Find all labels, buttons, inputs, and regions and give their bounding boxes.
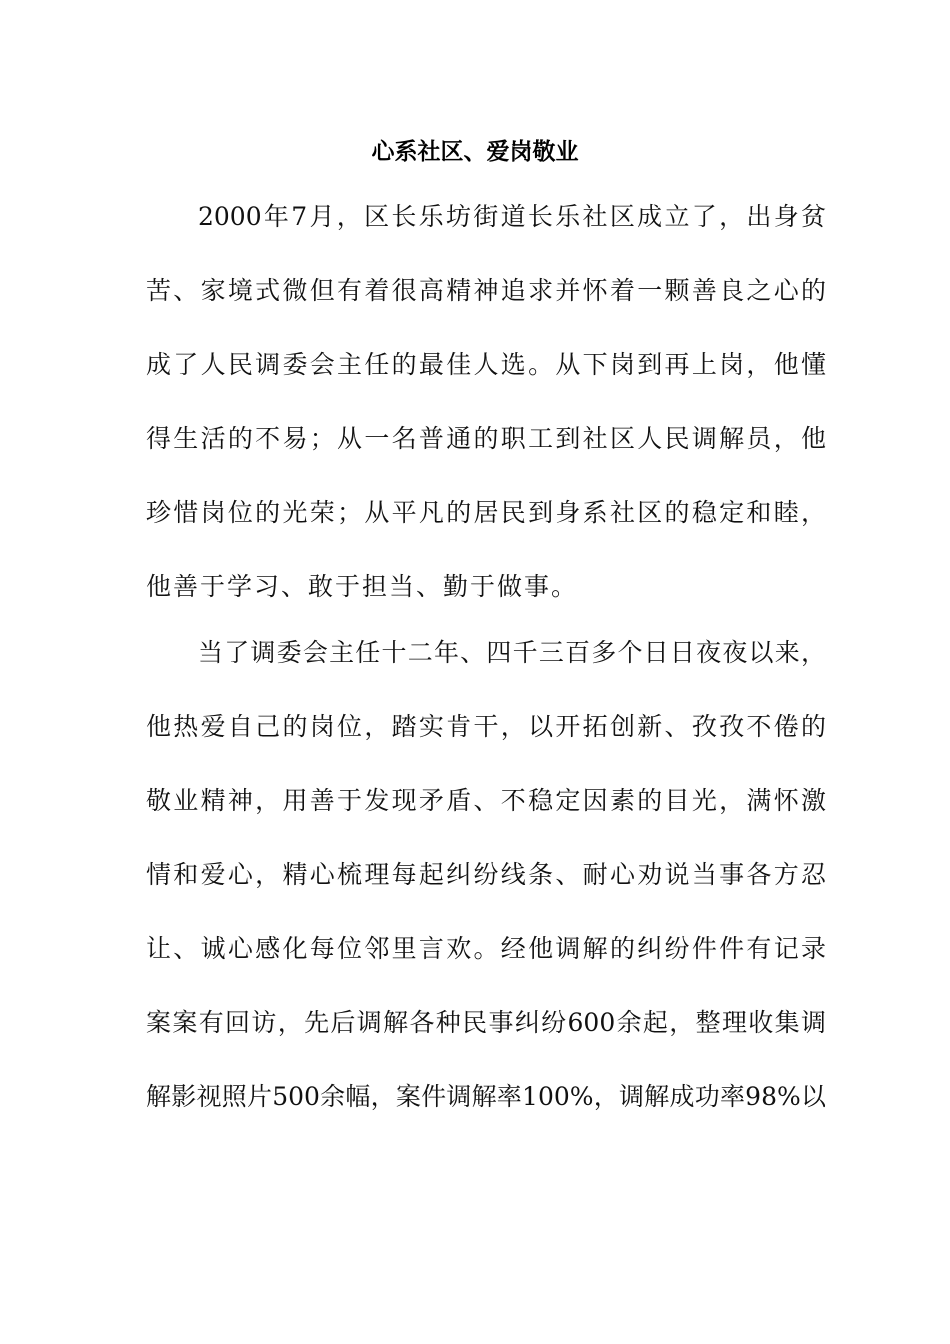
paragraph-1-line-6: 他善于学习、敢于担当、勤于做事。 xyxy=(146,572,579,601)
paragraph-1-line-1: 2000年7月，区长乐坊街道长乐社区成立了，出身贫 xyxy=(198,202,826,231)
paragraph-2-line-5: 让、诚心感化每位邻里言欢。经他调解的纠纷件件有记录 xyxy=(146,934,826,963)
document-title: 心系社区、爱岗敬业 xyxy=(371,139,579,165)
paragraph-1-line-2: 苦、家境式微但有着很高精神追求并怀着一颗善良之心的 xyxy=(146,276,826,305)
paragraph-2-line-6: 案案有回访，先后调解各种民事纠纷600余起，整理收集调 xyxy=(146,1008,826,1037)
paragraph-2-line-1: 当了调委会主任十二年、四千三百多个日日夜夜以来， xyxy=(198,638,826,667)
paragraph-2-line-2: 他热爱自己的岗位，踏实肯干，以开拓创新、孜孜不倦的 xyxy=(146,712,826,741)
paragraph-1-line-5: 珍惜岗位的光荣；从平凡的居民到身系社区的稳定和睦， xyxy=(146,498,826,527)
paragraph-1-line-4: 得生活的不易；从一名普通的职工到社区人民调解员，他 xyxy=(146,424,826,453)
paragraph-1-line-3: 成了人民调委会主任的最佳人选。从下岗到再上岗，他懂 xyxy=(146,350,826,379)
paragraph-2-line-7: 解影视照片500余幅，案件调解率100%，调解成功率98%以 xyxy=(146,1082,826,1111)
paragraph-2-line-4: 情和爱心，精心梳理每起纠纷线条、耐心劝说当事各方忍 xyxy=(146,860,826,889)
paragraph-2-line-3: 敬业精神，用善于发现矛盾、不稳定因素的目光，满怀激 xyxy=(146,786,826,815)
